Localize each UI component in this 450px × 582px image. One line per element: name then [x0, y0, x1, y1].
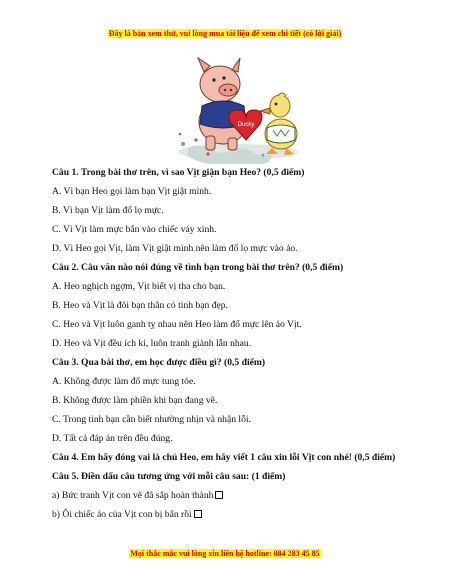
bottom-banner-text: Mọi thắc mắc vui lòng xin liên hệ hotline: 084 283 45 85 — [130, 549, 320, 558]
question-3-title: Câu 3. Qua bài thơ, em học được điều gì? (0,5 điểm) — [52, 357, 266, 368]
pig-and-duck-illustration — [168, 44, 308, 164]
question-1-option-c: C. Vì Vịt làm mực bắn vào chiếc váy xinh. — [52, 224, 217, 235]
answer-checkbox-a[interactable] — [215, 491, 223, 499]
question-2-option-a: A. Heo nghịch ngợm, Vịt biết vị tha cho bạn. — [52, 281, 226, 292]
question-1-option-d: D. Vì Heo gọi Vịt, làm Vịt giật mình nên làm đổ lọ mực vào áo. — [52, 243, 298, 254]
question-1-option-b: B. Vì bạn Vịt làm đổ lọ mực. — [52, 205, 164, 216]
question-2-option-b: B. Heo và Vịt là đôi bạn thân có tình bạn đẹp. — [52, 300, 228, 311]
top-banner — [0, 28, 450, 39]
answer-checkbox-b[interactable] — [194, 510, 202, 518]
question-5-item-a — [52, 490, 412, 502]
question-5-item-b — [52, 509, 412, 521]
worksheet-content — [52, 167, 412, 528]
question-2-title: Câu 2. Câu văn nào nói đúng về tình bạn trong bài thơ trên? (0,5 điểm) — [52, 262, 344, 273]
question-3-option-a: A. Không được làm đổ mực tung tóe. — [52, 376, 196, 387]
bottom-banner — [0, 548, 450, 559]
question-1-option-a: A. Vì bạn Heo gọi làm bạn Vịt giật mình. — [52, 186, 212, 197]
question-5-item-b-text: b) Ôi chiếc áo của Vịt con bị bẩn rồi — [52, 509, 192, 520]
question-3-option-d: D. Tất cả đáp án trên đều đúng. — [52, 433, 173, 444]
heart-sign-text: Ducky — [237, 122, 255, 128]
question-3-option-b: B. Không được làm phiền khi bạn đang vẽ. — [52, 395, 218, 406]
question-5-title: Câu 5. Điền dấu câu tương ứng với mỗi câu sau: (1 điểm) — [52, 471, 286, 482]
question-1-title: Câu 1. Trong bài thơ trên, vì sao Vịt giận bạn Heo? (0,5 điểm) — [52, 167, 305, 178]
pig-duck-image — [168, 44, 308, 164]
question-2-option-c: C. Heo và Vịt luôn ganh tỵ nhau nên Heo làm đổ mực lên áo Vịt. — [52, 319, 302, 330]
question-4-title: Câu 4. Em hãy đóng vai là chú Heo, em hãy viết 1 câu xin lỗi Vịt con nhé! (0,5 điểm) — [52, 452, 396, 463]
question-5-item-a-text: a) Bức tranh Vịt con vẽ đã sắp hoàn thành — [52, 490, 214, 501]
question-3-option-c: C. Trong tình bạn cần biết nhường nhịn và nhận lỗi. — [52, 414, 251, 425]
top-banner-text: Đây là bản xem thử, vui lòng mua tài liệu để xem chi tiết (có lời giải) — [108, 29, 342, 38]
question-2-option-d: D. Heo và Vịt đều ích kỉ, luôn tranh giành lẫn nhau. — [52, 338, 252, 349]
